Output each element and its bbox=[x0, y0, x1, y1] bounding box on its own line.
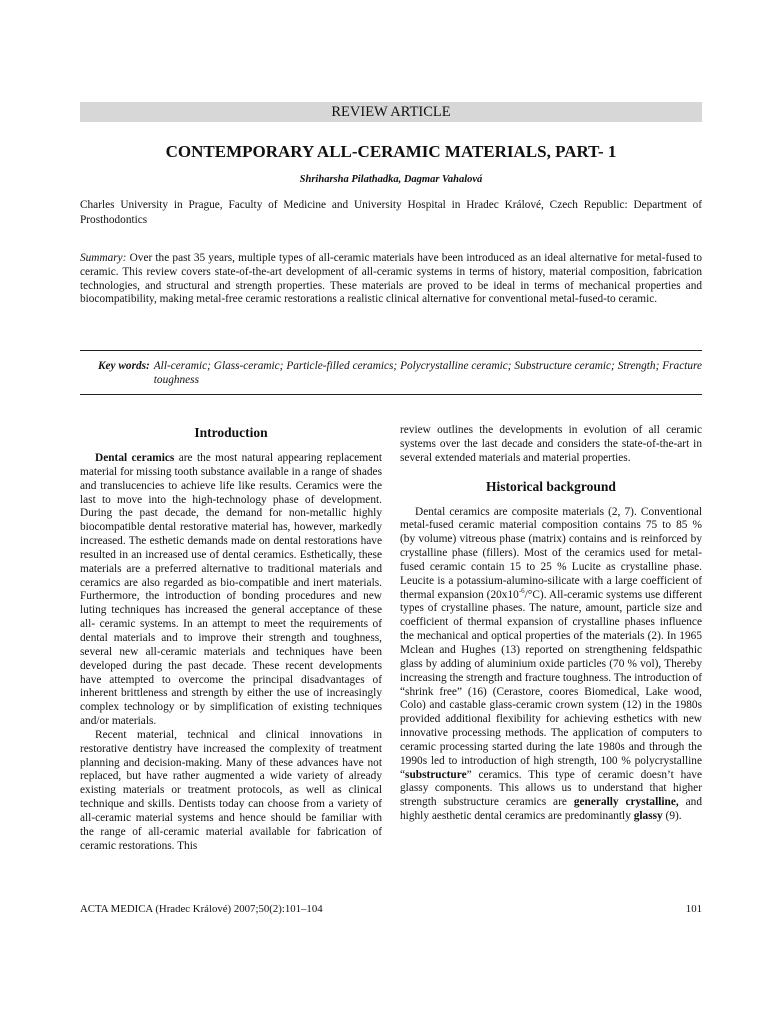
summary-label: Summary: bbox=[80, 252, 127, 264]
divider-top bbox=[80, 350, 702, 351]
history-text-3: ” ceramics. This type of ceramic doesn’t have glassy components. This allows us to understand that higher strength substructure ceramics are bbox=[400, 768, 702, 809]
summary bbox=[80, 252, 702, 307]
bold-substructure: substructure bbox=[405, 768, 467, 781]
intro-paragraph-1 bbox=[80, 452, 382, 729]
intro-paragraph-2-continued: review outlines the developments in evolution of all ceramic systems over the last decade and considers the state-of-the-art in several extended materials and material properties. bbox=[400, 424, 702, 464]
intro-term: Dental ceramics bbox=[95, 452, 175, 464]
introduction-heading: Introduction bbox=[194, 425, 268, 440]
page-number: 101 bbox=[685, 903, 702, 915]
bold-generally-crystalline: generally crystalline, bbox=[573, 796, 679, 809]
keywords-text: All-ceramic; Glass-ceramic; Particle-filled ceramics; Polycrystalline ceramic; Substructure ceramic; Strength; Fracture toughness bbox=[153, 360, 702, 386]
intro-paragraph-2: Recent material, technical and clinical innovations in restorative dentistry have increased the complexity of treatment planning and decision-making. Many of these advances have not replaced, but have rather augmented a wide variety of already existing materials or treatment protocols, as well as clinical technique and skills. Dentists today can choose from a variety of all-ceramic material systems and hence should be familiar with the range of all-ceramic material available for fabrication of ceramic restorations. This bbox=[80, 728, 382, 852]
bold-glassy: glassy bbox=[633, 810, 663, 823]
divider-bottom bbox=[80, 394, 702, 395]
affiliation: Charles University in Prague, Faculty of Medicine and University Hospital in Hradec Králové, Czech Republic: Department of Prosthodontics bbox=[80, 199, 702, 226]
summary-text: Over the past 35 years, multiple types of all-ceramic materials have been introduced as an ideal alternative for metal-fused to ceramic. This review covers state-of-the-art development of all-ceramic systems in terms of history, material composition, fabrication technologies, and structural and strength properties. These materials are proved to be ideal in terms of mechanical properties and biocompatibility, making metal-free ceramic restorations a realistic clinical alternative for conventional metal-fused-to ceramic. bbox=[80, 252, 702, 306]
authors: Shriharsha Pilathadka, Dagmar Vahalová bbox=[299, 174, 483, 185]
history-text-4: and highly aesthetic dental ceramics are predominantly bbox=[400, 796, 702, 823]
keywords-label: Key words: bbox=[98, 360, 150, 372]
article-title: CONTEMPORARY ALL-CERAMIC MATERIALS, PART- 1 bbox=[165, 142, 617, 161]
exponent: -6 bbox=[518, 586, 525, 595]
intro-p1-text: are the most natural appearing replacement material for missing tooth substance available in a range of shades and translucencies to achieve life like results. Ceramics were the last to move into the high-technology phase of development. During the past decade, the demand for non-metallic highly biocompatible dental restorative material has, however, markedly increased. The esthetic demands made on dental restorations have resulted in an increased use of dental ceramics. Esthetically, these materials are a preferred alternative to traditional materials and ceramics are also regarded as bio-compatible and inert materials. Furthermore, the introduction of bonding procedures and new luting techniques has increased the general acceptance of these all- ceramic systems. In an attempt to meet the requirements of dental materials and to improve their strength and toughness, several new all-ceramic materials and techniques have been developed during the past decade. These recent developments have attempted to overcome the principal disadvantages of inherent brittleness and strength by either the use of increasingly complex technology or by simplification of existing techniques and/or materials. bbox=[80, 452, 382, 728]
right-column bbox=[400, 424, 702, 824]
left-column bbox=[80, 424, 382, 853]
history-paragraph bbox=[400, 506, 702, 824]
history-heading: Historical background bbox=[486, 478, 616, 494]
journal-citation: ACTA MEDICA (Hradec Králové) 2007;50(2):101–104 bbox=[80, 903, 323, 915]
keywords bbox=[98, 360, 702, 388]
article-type-banner: REVIEW ARTICLE bbox=[80, 102, 702, 122]
history-text-5: (9). bbox=[662, 810, 682, 823]
history-text-1: Dental ceramics are composite materials (2, 7). Conventional metal-fused ceramic material composition contains 75 to 85 % (by volume) vitreous phase (matrix) contains and is reinforced by crystalline phase (fillers). Most of the ceramics used for metal-fused ceramic contain 15 to 25 % Lucite as crystalline phase. Leucite is a potassium-alumino-silicate with a large coefficient of thermal expansion (20x10 bbox=[400, 505, 702, 601]
history-text-2: /°C). All-ceramic systems use different types of crystalline phases. The nature, amount, particle size and coefficient of thermal expansion of crystalline phases influence the mechanical and optical properties of the materials (2). In 1965 Mclean and Hughes (13) reported on strengthening feldspathic glass by adding of aluminium oxide particles (70 % vol), Thereby increasing the strength and fracture toughness. The introduction of “shrink free” (16) (Cerastore, coores Biomedical, Lake wood, Colo) and castable glass-ceramic crown system (12) in the 1980s provided additional flexibility for achieving esthetics with new innovative processing methods. The application of computers to ceramic processing started during the late 1980s and through the 1990s led to introduction of high strength, 100 % polycrystalline “ bbox=[400, 588, 702, 781]
